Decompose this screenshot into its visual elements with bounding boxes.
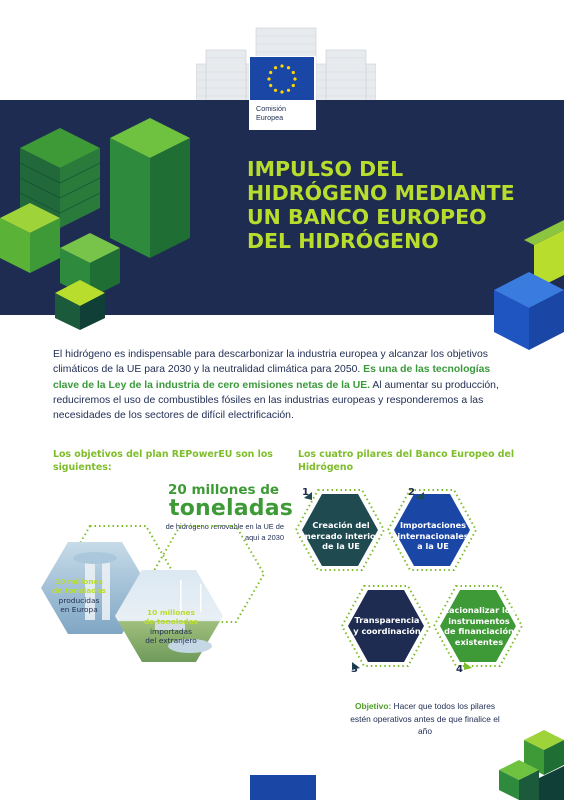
pillar-number-4: 4	[456, 664, 463, 675]
pillar-3-line-1: Transparencia	[354, 615, 420, 625]
goals-heading: Los objetivos del plan REPowerEU son los siguientes:	[53, 449, 273, 473]
imported-desc-2: del extranjero	[145, 636, 197, 646]
pillar-1-label	[300, 520, 382, 552]
imported-desc-1: importadas	[149, 626, 192, 636]
imported-amount-2: de toneladas	[144, 617, 198, 627]
intro-text-after: Al aumentar su producción, reduciremos el uso de combustibles fósiles en las industrias europeas y responderemos a las necesidades de los sectores de difícil electrificación.	[53, 379, 499, 422]
produced-amount-1: 10 millones	[55, 577, 103, 586]
total-unit: toneladas	[169, 496, 294, 521]
pillar-4-line-2: instrumentos	[448, 615, 510, 626]
org-name	[256, 104, 286, 122]
intro-text-before: El hidrógeno es indispensable para descarbonizar la industria europea y alcanzar los objetivos climáticos de la UE para 2030 y la neutralidad climática para 2050.	[53, 349, 488, 376]
pillar-4-label	[438, 605, 520, 647]
title-line-2: HIDRÓGENO MEDIANTE	[247, 181, 515, 205]
produced-amount-2: de toneladas	[52, 586, 106, 596]
objective-label: Objetivo:	[354, 701, 392, 711]
pillar-1-line-2: mercado interior	[302, 530, 380, 541]
cubes-decoration-bottom	[494, 720, 564, 800]
pillar-2-line-1: Importaciones	[399, 520, 467, 530]
pillar-number-3: 3	[351, 664, 358, 675]
pillar-3-line-2: y coordinación	[353, 625, 421, 636]
produced-label	[44, 577, 114, 615]
cubes-decoration-left	[0, 108, 190, 333]
eu-flag-logo	[250, 57, 314, 100]
pillar-2-label	[392, 520, 474, 552]
pillar-2-line-2: internacionales	[397, 530, 469, 541]
produced-desc-2: en Europa	[60, 605, 98, 615]
total-amount: 20 millones de	[168, 482, 280, 498]
objective-text: Hacer que todos los pilares estén operativos antes de que finalice el año	[350, 701, 500, 736]
imported-label	[135, 608, 207, 646]
pillar-3-label	[346, 615, 428, 636]
intro-paragraph	[53, 347, 513, 423]
org-line-2: Europea	[256, 113, 284, 122]
objective-note	[350, 700, 500, 738]
pillar-number-1: 1	[302, 487, 309, 498]
title-line-1: IMPULSO DEL	[247, 157, 404, 181]
org-line-1: Comisión	[256, 104, 286, 113]
pillar-4-line-4: existentes	[454, 636, 504, 647]
intro-highlight: Es una de las tecnologías clave de la Ley de la industria de cero emisiones netas de la UE.	[53, 364, 491, 391]
pillar-4-line-3: de financiación	[444, 626, 514, 636]
pillar-hexagons	[290, 478, 550, 688]
pillar-1-line-1: Creación del	[312, 520, 370, 530]
imported-amount-1: 10 millones	[147, 608, 195, 617]
title-line-4: DEL HIDRÓGENO	[247, 229, 439, 253]
page-title	[247, 157, 517, 253]
pillar-2-line-3: a la UE	[417, 541, 449, 551]
pillar-4-line-1: Racionalizar los	[442, 605, 516, 615]
bottom-color-tab	[250, 775, 316, 800]
pillar-1-line-3: de la UE	[322, 541, 360, 551]
produced-desc-1: producidas	[58, 595, 100, 605]
pillars-heading: Los cuatro pilares del Banco Europeo del Hidrógeno	[298, 449, 515, 473]
pillar-number-2: 2	[408, 487, 415, 498]
publication-date: Marzo de 2023	[410, 301, 461, 310]
title-line-3: UN BANCO EUROPEO	[247, 205, 487, 229]
total-description: de hidrógeno renovable en la UE de aquí a 2030	[165, 522, 284, 542]
